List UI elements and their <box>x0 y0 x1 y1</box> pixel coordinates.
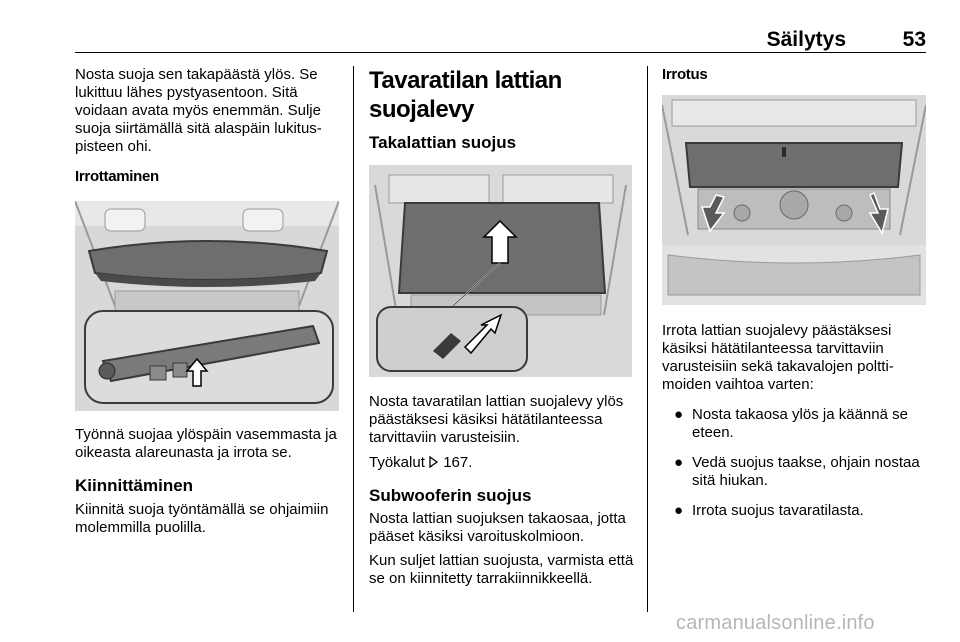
heading-irrotus: Irrotus <box>662 66 708 83</box>
subwoofer-paragraph-1: Nosta lattian suojuksen takaosaa, jotta pääset käsiksi varoituskolmioon. <box>369 510 626 545</box>
list-item <box>662 406 926 442</box>
bullet-icon: ● <box>674 502 684 519</box>
column-divider-1 <box>353 66 354 612</box>
page-number: 53 <box>902 28 926 51</box>
rear-cover-paragraph: Nosta tavaratilan lattian suojalevy ylös päästäksesi käsiksi hätätilanteessa tarvittaviin varusteisiin. <box>369 393 624 446</box>
section-heading-floor-cover: Tavaratilan lattian suojalevy <box>369 67 562 123</box>
watermark: carmanualsonline.info <box>676 612 875 634</box>
column-1 <box>75 66 340 537</box>
page-reference-arrow-icon <box>429 454 443 471</box>
column-3 <box>662 66 926 532</box>
column-divider-2 <box>647 66 648 612</box>
list-item-text: Vedä suojus taakse, ohjain nostaa sitä hiukan. <box>692 454 920 489</box>
tools-label: Työkalut <box>369 454 425 471</box>
figure-load-cover-removal <box>75 201 339 411</box>
remove-paragraph: Työnnä suojaa ylöspäin vasemmasta ja oikeasta alareunasta ja irrota se. <box>75 426 337 461</box>
list-item <box>662 502 926 520</box>
bullet-icon: ● <box>674 406 684 423</box>
section-title: Säilytys <box>766 28 846 51</box>
subwoofer-paragraph-2: Kun suljet lattian suojusta, varmista että se on kiinnitetty tarrakiinnikkeellä. <box>369 552 634 587</box>
header-rule <box>75 52 926 53</box>
subheading-subwoofer-cover: Subwooferin suojus <box>369 486 532 505</box>
removal-steps <box>662 406 926 520</box>
tools-reference <box>369 454 634 472</box>
bullet-icon: ● <box>674 454 684 471</box>
attach-paragraph: Kiinnitä suoja työntämällä se ohjaimiin molemmilla puolilla. <box>75 501 329 536</box>
figure-rear-floor-cover <box>369 165 632 377</box>
intro-paragraph: Nosta suoja sen takapäästä ylös. Se lukittuu lähes pystyasentoon. Sitä voidaan avata myös enemmän. Sulje suoja siirtämällä sitä alaspäin lukituspisteen ohi. <box>75 66 322 155</box>
figure-floor-cover-removal <box>662 95 926 305</box>
column-2 <box>369 66 634 588</box>
list-item-text: Nosta takaosa ylös ja käännä se eteen. <box>692 406 908 441</box>
list-item-text: Irrota suojus tavaratilasta. <box>692 502 864 519</box>
tools-page-link[interactable]: 167. <box>443 454 473 471</box>
heading-kiinnittaminen: Kiinnittäminen <box>75 476 194 495</box>
heading-irrottaminen: Irrottaminen <box>75 168 159 185</box>
subheading-rear-floor-cover: Takalattian suojus <box>369 133 517 152</box>
list-item <box>662 454 926 490</box>
removal-intro: Irrota lattian suojalevy päästäksesi käsiksi hätätilanteessa tarvittaviin varusteisiin sekä takavalojen polttimoiden vaihtoa varten: <box>662 322 894 393</box>
